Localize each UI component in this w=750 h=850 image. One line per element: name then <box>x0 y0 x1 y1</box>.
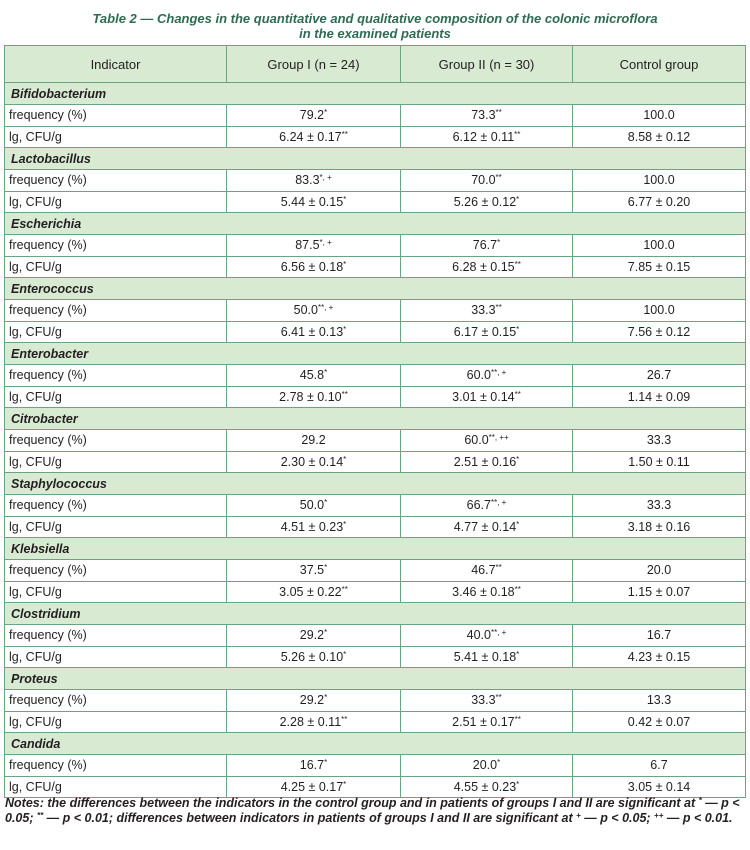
table-cell <box>573 191 746 213</box>
table-cell <box>401 755 573 777</box>
cell-value: 2.28 ± 0.11 <box>279 714 342 729</box>
cell-value: 13.3 <box>646 693 672 708</box>
group-row <box>5 473 746 495</box>
cell-value: 6.12 ± 0.11 <box>452 129 515 144</box>
table-cell <box>573 516 746 538</box>
cell-value: 5.26 ± 0.10 <box>280 649 344 664</box>
cell-value: 16.7 <box>299 758 325 773</box>
notes-text-2: — p < 0.05; <box>5 796 740 825</box>
header-control: Control group <box>573 46 746 83</box>
table-cell <box>227 170 401 192</box>
table-cell <box>573 365 746 387</box>
table-body <box>5 83 746 798</box>
cell-value: 5.44 ± 0.15 <box>280 194 344 209</box>
table-cell <box>573 625 746 647</box>
table-row <box>5 300 746 322</box>
row-label: lg, CFU/g <box>5 191 227 213</box>
organism-name: Bifidobacterium <box>5 83 746 105</box>
cell-value: 3.46 ± 0.18 <box>452 584 515 599</box>
significance-marker: * <box>324 498 328 508</box>
cell-value: 5.41 ± 0.18 <box>453 649 517 664</box>
table-row <box>5 430 746 452</box>
notes-marker-2: ** <box>36 811 44 820</box>
caption-line-1: Table 2 — Changes in the quantitative and qualitative composition of the colonic microflora <box>92 11 658 26</box>
significance-marker: ** <box>341 584 348 594</box>
significance-marker: **, + <box>318 303 334 313</box>
cell-value: 50.0 <box>293 303 318 318</box>
table-cell <box>227 581 401 603</box>
cell-value: 83.3 <box>295 173 320 188</box>
significance-marker: * <box>516 649 520 659</box>
microflora-table <box>4 45 746 798</box>
row-label: lg, CFU/g <box>5 386 227 408</box>
significance-marker: ** <box>341 129 348 139</box>
row-label: frequency (%) <box>5 560 227 582</box>
cell-value: 3.01 ± 0.14 <box>452 389 515 404</box>
cell-value: 4.23 ± 0.15 <box>627 649 691 664</box>
significance-marker: ** <box>514 389 521 399</box>
cell-value: 5.26 ± 0.12 <box>453 194 517 209</box>
table-cell <box>573 755 746 777</box>
cell-value: 60.0 <box>466 368 491 383</box>
table-row <box>5 105 746 127</box>
significance-marker: ** <box>514 129 521 139</box>
table-cell <box>401 516 573 538</box>
notes-text-3: — p < 0.01; differences between indicators in patients of groups I and II are significant at <box>43 811 577 825</box>
cell-value: 20.0 <box>646 563 672 578</box>
group-row <box>5 538 746 560</box>
cell-value: 79.2 <box>299 108 325 123</box>
cell-value: 2.51 ± 0.16 <box>453 454 517 469</box>
table-cell <box>227 755 401 777</box>
table-cell <box>227 451 401 473</box>
table-row <box>5 386 746 408</box>
notes-marker-3: + <box>576 811 581 820</box>
significance-marker: ** <box>495 563 502 573</box>
table-cell <box>227 300 401 322</box>
notes-text-5: — p < 0.01. <box>663 811 733 825</box>
cell-value: 20.0 <box>472 758 498 773</box>
cell-value: 3.05 ± 0.22 <box>279 584 342 599</box>
table-caption <box>0 0 750 42</box>
table-cell <box>227 690 401 712</box>
cell-value: 45.8 <box>299 368 325 383</box>
row-label: frequency (%) <box>5 170 227 192</box>
row-label: frequency (%) <box>5 105 227 127</box>
row-label: lg, CFU/g <box>5 581 227 603</box>
significance-marker: ** <box>495 173 502 183</box>
significance-marker: * <box>516 324 520 334</box>
significance-marker: ** <box>514 259 521 269</box>
table-cell <box>227 191 401 213</box>
table-cell <box>573 560 746 582</box>
table-cell <box>401 300 573 322</box>
table-cell <box>227 365 401 387</box>
row-label: lg, CFU/g <box>5 516 227 538</box>
cell-value: 2.30 ± 0.14 <box>280 454 344 469</box>
cell-value: 4.55 ± 0.23 <box>453 779 517 794</box>
row-label: frequency (%) <box>5 365 227 387</box>
significance-marker: * <box>516 194 520 204</box>
organism-name: Lactobacillus <box>5 148 746 170</box>
cell-value: 6.41 ± 0.13 <box>280 324 344 339</box>
table-cell <box>401 560 573 582</box>
cell-value: 4.25 ± 0.17 <box>280 779 344 794</box>
notes-marker-4: ++ <box>654 811 664 820</box>
cell-value: 46.7 <box>471 563 496 578</box>
table-cell <box>227 321 401 343</box>
significance-marker: * <box>343 324 347 334</box>
table-cell <box>227 495 401 517</box>
table-cell <box>227 516 401 538</box>
cell-value: 7.56 ± 0.12 <box>627 324 691 339</box>
cell-value: 0.42 ± 0.07 <box>627 714 691 729</box>
notes-text-1: Notes: the differences between the indicators in the control group and in patients of groups I and II are significant at <box>5 796 699 810</box>
cell-value: 33.3 <box>646 498 672 513</box>
table-cell <box>573 646 746 668</box>
group-row <box>5 83 746 105</box>
cell-value: 16.7 <box>646 628 672 643</box>
table-row <box>5 256 746 278</box>
row-label: lg, CFU/g <box>5 451 227 473</box>
significance-marker: * <box>343 519 347 529</box>
table-cell <box>573 711 746 733</box>
significance-marker: * <box>324 368 328 378</box>
table-row <box>5 711 746 733</box>
significance-marker: **, + <box>491 368 507 378</box>
table-cell <box>401 105 573 127</box>
table-cell <box>227 386 401 408</box>
significance-marker: * <box>516 454 520 464</box>
cell-value: 29.2 <box>299 628 325 643</box>
significance-marker: ** <box>341 714 348 724</box>
cell-value: 37.5 <box>299 563 325 578</box>
group-row <box>5 343 746 365</box>
cell-value: 3.05 ± 0.14 <box>627 779 691 794</box>
row-label: frequency (%) <box>5 430 227 452</box>
table-row <box>5 690 746 712</box>
table-row <box>5 755 746 777</box>
cell-value: 60.0 <box>464 433 489 448</box>
table-row <box>5 126 746 148</box>
organism-name: Clostridium <box>5 603 746 625</box>
cell-value: 6.77 ± 0.20 <box>627 194 691 209</box>
table-cell <box>401 386 573 408</box>
cell-value: 1.15 ± 0.07 <box>627 584 691 599</box>
table-row <box>5 495 746 517</box>
organism-name: Staphylococcus <box>5 473 746 495</box>
cell-value: 1.50 ± 0.11 <box>628 454 690 469</box>
table-cell <box>573 430 746 452</box>
cell-value: 100.0 <box>643 108 675 123</box>
significance-marker: * <box>343 454 347 464</box>
table-cell <box>401 256 573 278</box>
table-cell <box>227 560 401 582</box>
table-cell <box>573 495 746 517</box>
table-cell <box>401 235 573 257</box>
table-cell <box>573 690 746 712</box>
significance-marker: * <box>343 194 347 204</box>
cell-value: 4.51 ± 0.23 <box>280 519 344 534</box>
table-cell <box>401 625 573 647</box>
cell-value: 6.56 ± 0.18 <box>280 259 344 274</box>
significance-marker: * <box>343 779 347 789</box>
significance-marker: * <box>497 238 501 248</box>
table-cell <box>227 126 401 148</box>
row-label: lg, CFU/g <box>5 126 227 148</box>
table-row <box>5 646 746 668</box>
cell-value: 3.18 ± 0.16 <box>627 519 691 534</box>
table-cell <box>573 581 746 603</box>
cell-value: 100.0 <box>643 303 675 318</box>
table-row <box>5 235 746 257</box>
header-group-2: Group II (n = 30) <box>401 46 573 83</box>
row-label: frequency (%) <box>5 235 227 257</box>
organism-name: Citrobacter <box>5 408 746 430</box>
significance-marker: ** <box>495 303 502 313</box>
table-cell <box>401 191 573 213</box>
table-row <box>5 776 746 798</box>
cell-value: 87.5 <box>295 238 320 253</box>
significance-marker: **, + <box>491 628 507 638</box>
cell-value: 7.85 ± 0.15 <box>627 259 691 274</box>
table-cell <box>401 495 573 517</box>
table-cell <box>573 256 746 278</box>
table-row <box>5 625 746 647</box>
significance-marker: **, + <box>491 498 507 508</box>
row-label: frequency (%) <box>5 755 227 777</box>
table-cell <box>227 776 401 798</box>
table-cell <box>401 776 573 798</box>
significance-marker: * <box>516 519 520 529</box>
cell-value: 2.51 ± 0.17 <box>452 714 515 729</box>
significance-marker: * <box>324 108 328 118</box>
table-cell <box>573 105 746 127</box>
table-cell <box>401 430 573 452</box>
table-row <box>5 560 746 582</box>
cell-value: 50.0 <box>299 498 325 513</box>
table-cell <box>401 365 573 387</box>
cell-value: 33.3 <box>471 303 496 318</box>
significance-marker: ** <box>514 584 521 594</box>
header-group-1: Group I (n = 24) <box>227 46 401 83</box>
cell-value: 2.78 ± 0.10 <box>279 389 342 404</box>
table-cell <box>573 776 746 798</box>
table-cell <box>227 430 401 452</box>
cell-value: 29.2 <box>301 433 326 448</box>
significance-marker: ** <box>341 389 348 399</box>
table-row <box>5 191 746 213</box>
group-row <box>5 603 746 625</box>
group-row <box>5 408 746 430</box>
table-cell <box>227 625 401 647</box>
cell-value: 40.0 <box>466 628 491 643</box>
significance-marker: **, ++ <box>488 433 509 443</box>
cell-value: 76.7 <box>472 238 498 253</box>
table-cell <box>227 105 401 127</box>
row-label: lg, CFU/g <box>5 256 227 278</box>
significance-marker: ** <box>495 108 502 118</box>
significance-marker: ** <box>514 714 521 724</box>
cell-value: 70.0 <box>471 173 496 188</box>
notes-marker-1: * <box>698 796 702 805</box>
table-cell <box>573 386 746 408</box>
table-row <box>5 365 746 387</box>
caption-line-2: in the examined patients <box>299 26 451 41</box>
cell-value: 6.7 <box>650 758 668 773</box>
table-row <box>5 170 746 192</box>
significance-marker: * <box>343 259 347 269</box>
cell-value: 4.77 ± 0.14 <box>453 519 517 534</box>
cell-value: 29.2 <box>299 693 325 708</box>
cell-value: 6.28 ± 0.15 <box>452 259 515 274</box>
organism-name: Klebsiella <box>5 538 746 560</box>
row-label: lg, CFU/g <box>5 776 227 798</box>
table-cell <box>227 235 401 257</box>
group-row <box>5 148 746 170</box>
cell-value: 1.14 ± 0.09 <box>627 389 691 404</box>
organism-name: Enterobacter <box>5 343 746 365</box>
table-cell <box>227 256 401 278</box>
row-label: lg, CFU/g <box>5 711 227 733</box>
significance-marker: *, + <box>319 173 332 183</box>
significance-marker: * <box>343 649 347 659</box>
row-label: lg, CFU/g <box>5 321 227 343</box>
row-label: frequency (%) <box>5 495 227 517</box>
cell-value: 73.3 <box>471 108 496 123</box>
significance-marker: ** <box>495 693 502 703</box>
table-cell <box>573 321 746 343</box>
cell-value: 8.58 ± 0.12 <box>627 129 691 144</box>
table-cell <box>573 235 746 257</box>
significance-marker: * <box>324 693 328 703</box>
table-cell <box>401 690 573 712</box>
table-row <box>5 451 746 473</box>
table-cell <box>573 451 746 473</box>
table-cell <box>573 126 746 148</box>
significance-marker: * <box>516 779 520 789</box>
row-label: frequency (%) <box>5 625 227 647</box>
cell-value: 6.17 ± 0.15 <box>453 324 517 339</box>
significance-marker: * <box>324 628 328 638</box>
significance-marker: * <box>497 758 501 768</box>
organism-name: Enterococcus <box>5 278 746 300</box>
cell-value: 33.3 <box>471 693 496 708</box>
table-cell <box>401 451 573 473</box>
significance-marker: *, + <box>319 238 332 248</box>
table-cell <box>401 646 573 668</box>
table-cell <box>401 126 573 148</box>
cell-value: 100.0 <box>643 238 675 253</box>
table-cell <box>401 321 573 343</box>
table-cell <box>227 646 401 668</box>
row-label: frequency (%) <box>5 300 227 322</box>
table-cell <box>401 170 573 192</box>
cell-value: 6.24 ± 0.17 <box>279 129 342 144</box>
group-row <box>5 213 746 235</box>
organism-name: Escherichia <box>5 213 746 235</box>
header-indicator: Indicator <box>5 46 227 83</box>
notes-text-4: — p < 0.05; <box>580 811 655 825</box>
organism-name: Candida <box>5 733 746 755</box>
header-row <box>5 46 746 83</box>
table-row <box>5 321 746 343</box>
table-cell <box>401 711 573 733</box>
group-row <box>5 278 746 300</box>
cell-value: 100.0 <box>643 173 675 188</box>
group-row <box>5 733 746 755</box>
row-label: lg, CFU/g <box>5 646 227 668</box>
group-row <box>5 668 746 690</box>
row-label: frequency (%) <box>5 690 227 712</box>
cell-value: 66.7 <box>466 498 491 513</box>
table-notes <box>5 796 747 826</box>
significance-marker: * <box>324 758 328 768</box>
table-cell <box>573 300 746 322</box>
significance-marker: * <box>324 563 328 573</box>
table-cell <box>573 170 746 192</box>
table-row <box>5 581 746 603</box>
table-row <box>5 516 746 538</box>
table-cell <box>227 711 401 733</box>
cell-value: 33.3 <box>646 433 672 448</box>
organism-name: Proteus <box>5 668 746 690</box>
cell-value: 26.7 <box>646 368 672 383</box>
table-cell <box>401 581 573 603</box>
